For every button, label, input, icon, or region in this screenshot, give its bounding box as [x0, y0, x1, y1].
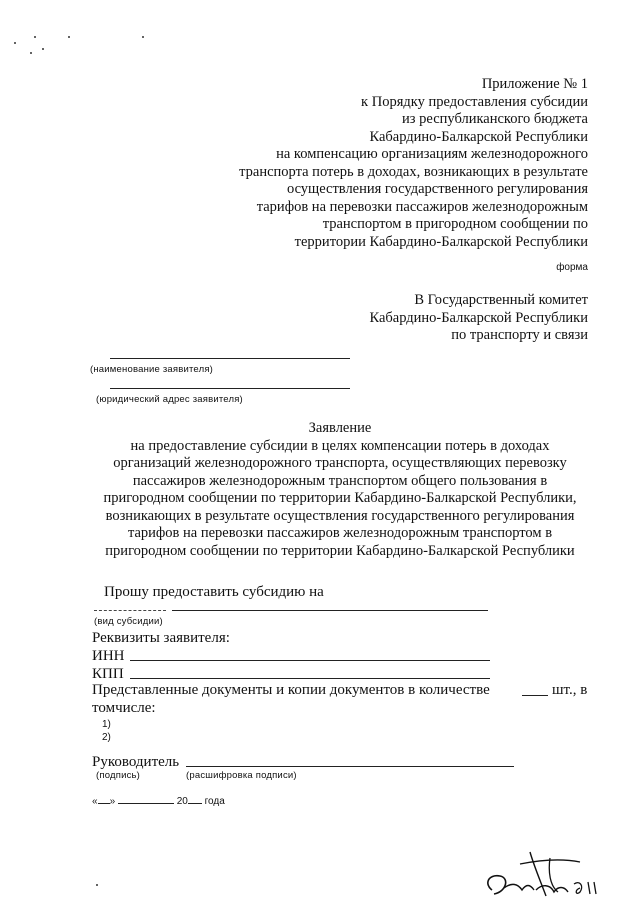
applicant-address-field[interactable]: [110, 388, 350, 389]
scan-speck: [68, 36, 70, 38]
kpp-label: КПП: [92, 666, 124, 682]
head-signature-field[interactable]: [186, 766, 514, 767]
documents-including: томчисле:: [92, 700, 156, 716]
inn-field[interactable]: [130, 660, 490, 661]
statement-title: Заявление: [308, 420, 372, 436]
appendix-line: из республиканского бюджета: [402, 111, 588, 127]
date-year-suffix: года: [204, 796, 225, 807]
date-year-field[interactable]: [188, 803, 202, 804]
date-day-field[interactable]: [98, 803, 110, 804]
scan-speck: [30, 52, 32, 54]
date-month-field[interactable]: [118, 803, 174, 804]
date-open-quote: «: [92, 796, 98, 807]
appendix-line: Приложение № 1: [481, 76, 588, 92]
document-item: 1): [102, 719, 111, 730]
documents-line: Представленные документы и копии документов в количестве: [92, 682, 490, 698]
subsidy-type-caption: (вид субсидии): [94, 616, 163, 627]
statement-line: тарифов на перевозки пассажиров железнодорожным транспортом в: [127, 525, 553, 541]
documents-unit: шт., в: [552, 682, 588, 698]
appendix-line: транспортом в пригородном сообщении по: [322, 216, 588, 232]
appendix-line: на компенсацию организациям железнодорожного: [276, 146, 588, 162]
scan-speck: [42, 48, 44, 50]
scan-speck: [34, 36, 36, 38]
appendix-line: территории Кабардино-Балкарской Республики: [294, 233, 588, 250]
requisites-heading: Реквизиты заявителя:: [92, 630, 230, 646]
statement-line: пригородном сообщении по территории Кабардино-Балкарской Республики,: [103, 490, 577, 506]
scan-speck: [142, 36, 144, 38]
scan-speck: [14, 42, 16, 44]
date-year-prefix: 20: [176, 796, 188, 807]
addressee-block: [369, 292, 588, 345]
addressee-line: по транспорту и связи: [451, 327, 588, 343]
statement-line: пассажиров железнодорожным транспортом общего пользования в: [132, 472, 548, 489]
statement-line: на предоставление субсидии в целях компенсации потерь в доходах: [130, 437, 550, 454]
appendix-line: осуществления государственного регулирования: [286, 181, 588, 197]
addressee-line: Кабардино-Балкарской Республики: [369, 309, 588, 326]
head-label: Руководитель: [92, 754, 180, 770]
document-item: 2): [102, 732, 111, 743]
form-label: форма: [556, 262, 588, 273]
statement-line: пригородном сообщении по территории Кабардино-Балкарской Республики: [105, 542, 575, 559]
signature-caption: (подпись): [96, 770, 141, 781]
statement: [80, 420, 600, 560]
handwritten-signature: [470, 846, 620, 902]
date-close-quote: »: [109, 796, 116, 807]
documents-count-field[interactable]: [522, 695, 548, 696]
applicant-name-caption: (наименование заявителя): [90, 364, 214, 375]
kpp-field[interactable]: [130, 678, 490, 679]
statement-line: организаций железнодорожного транспорта, осуществляющих перевозку: [113, 455, 567, 471]
appendix-header: [239, 76, 588, 251]
subsidy-type-dotted: [94, 610, 166, 611]
request-text: Прошу предоставить субсидию на: [104, 584, 324, 600]
applicant-name-field[interactable]: [110, 358, 350, 359]
appendix-line: транспорта потерь в доходах, возникающих в результате: [239, 163, 588, 180]
scan-speck: [96, 884, 98, 886]
appendix-line: к Порядку предоставления субсидии: [361, 93, 588, 110]
addressee-line: В Государственный комитет: [414, 292, 588, 308]
statement-line: возникающих в результате осуществления государственного регулирования: [105, 507, 575, 524]
signature-decoding-caption: (расшифровка подписи): [186, 770, 297, 781]
appendix-line: Кабардино-Балкарской Республики: [369, 128, 588, 145]
subsidy-type-field[interactable]: [172, 610, 488, 611]
appendix-line: тарифов на перевозки пассажиров железнодорожным: [256, 198, 588, 215]
applicant-address-caption: (юридический адрес заявителя): [96, 394, 243, 405]
date-line: [92, 796, 225, 807]
inn-label: ИНН: [92, 648, 125, 664]
